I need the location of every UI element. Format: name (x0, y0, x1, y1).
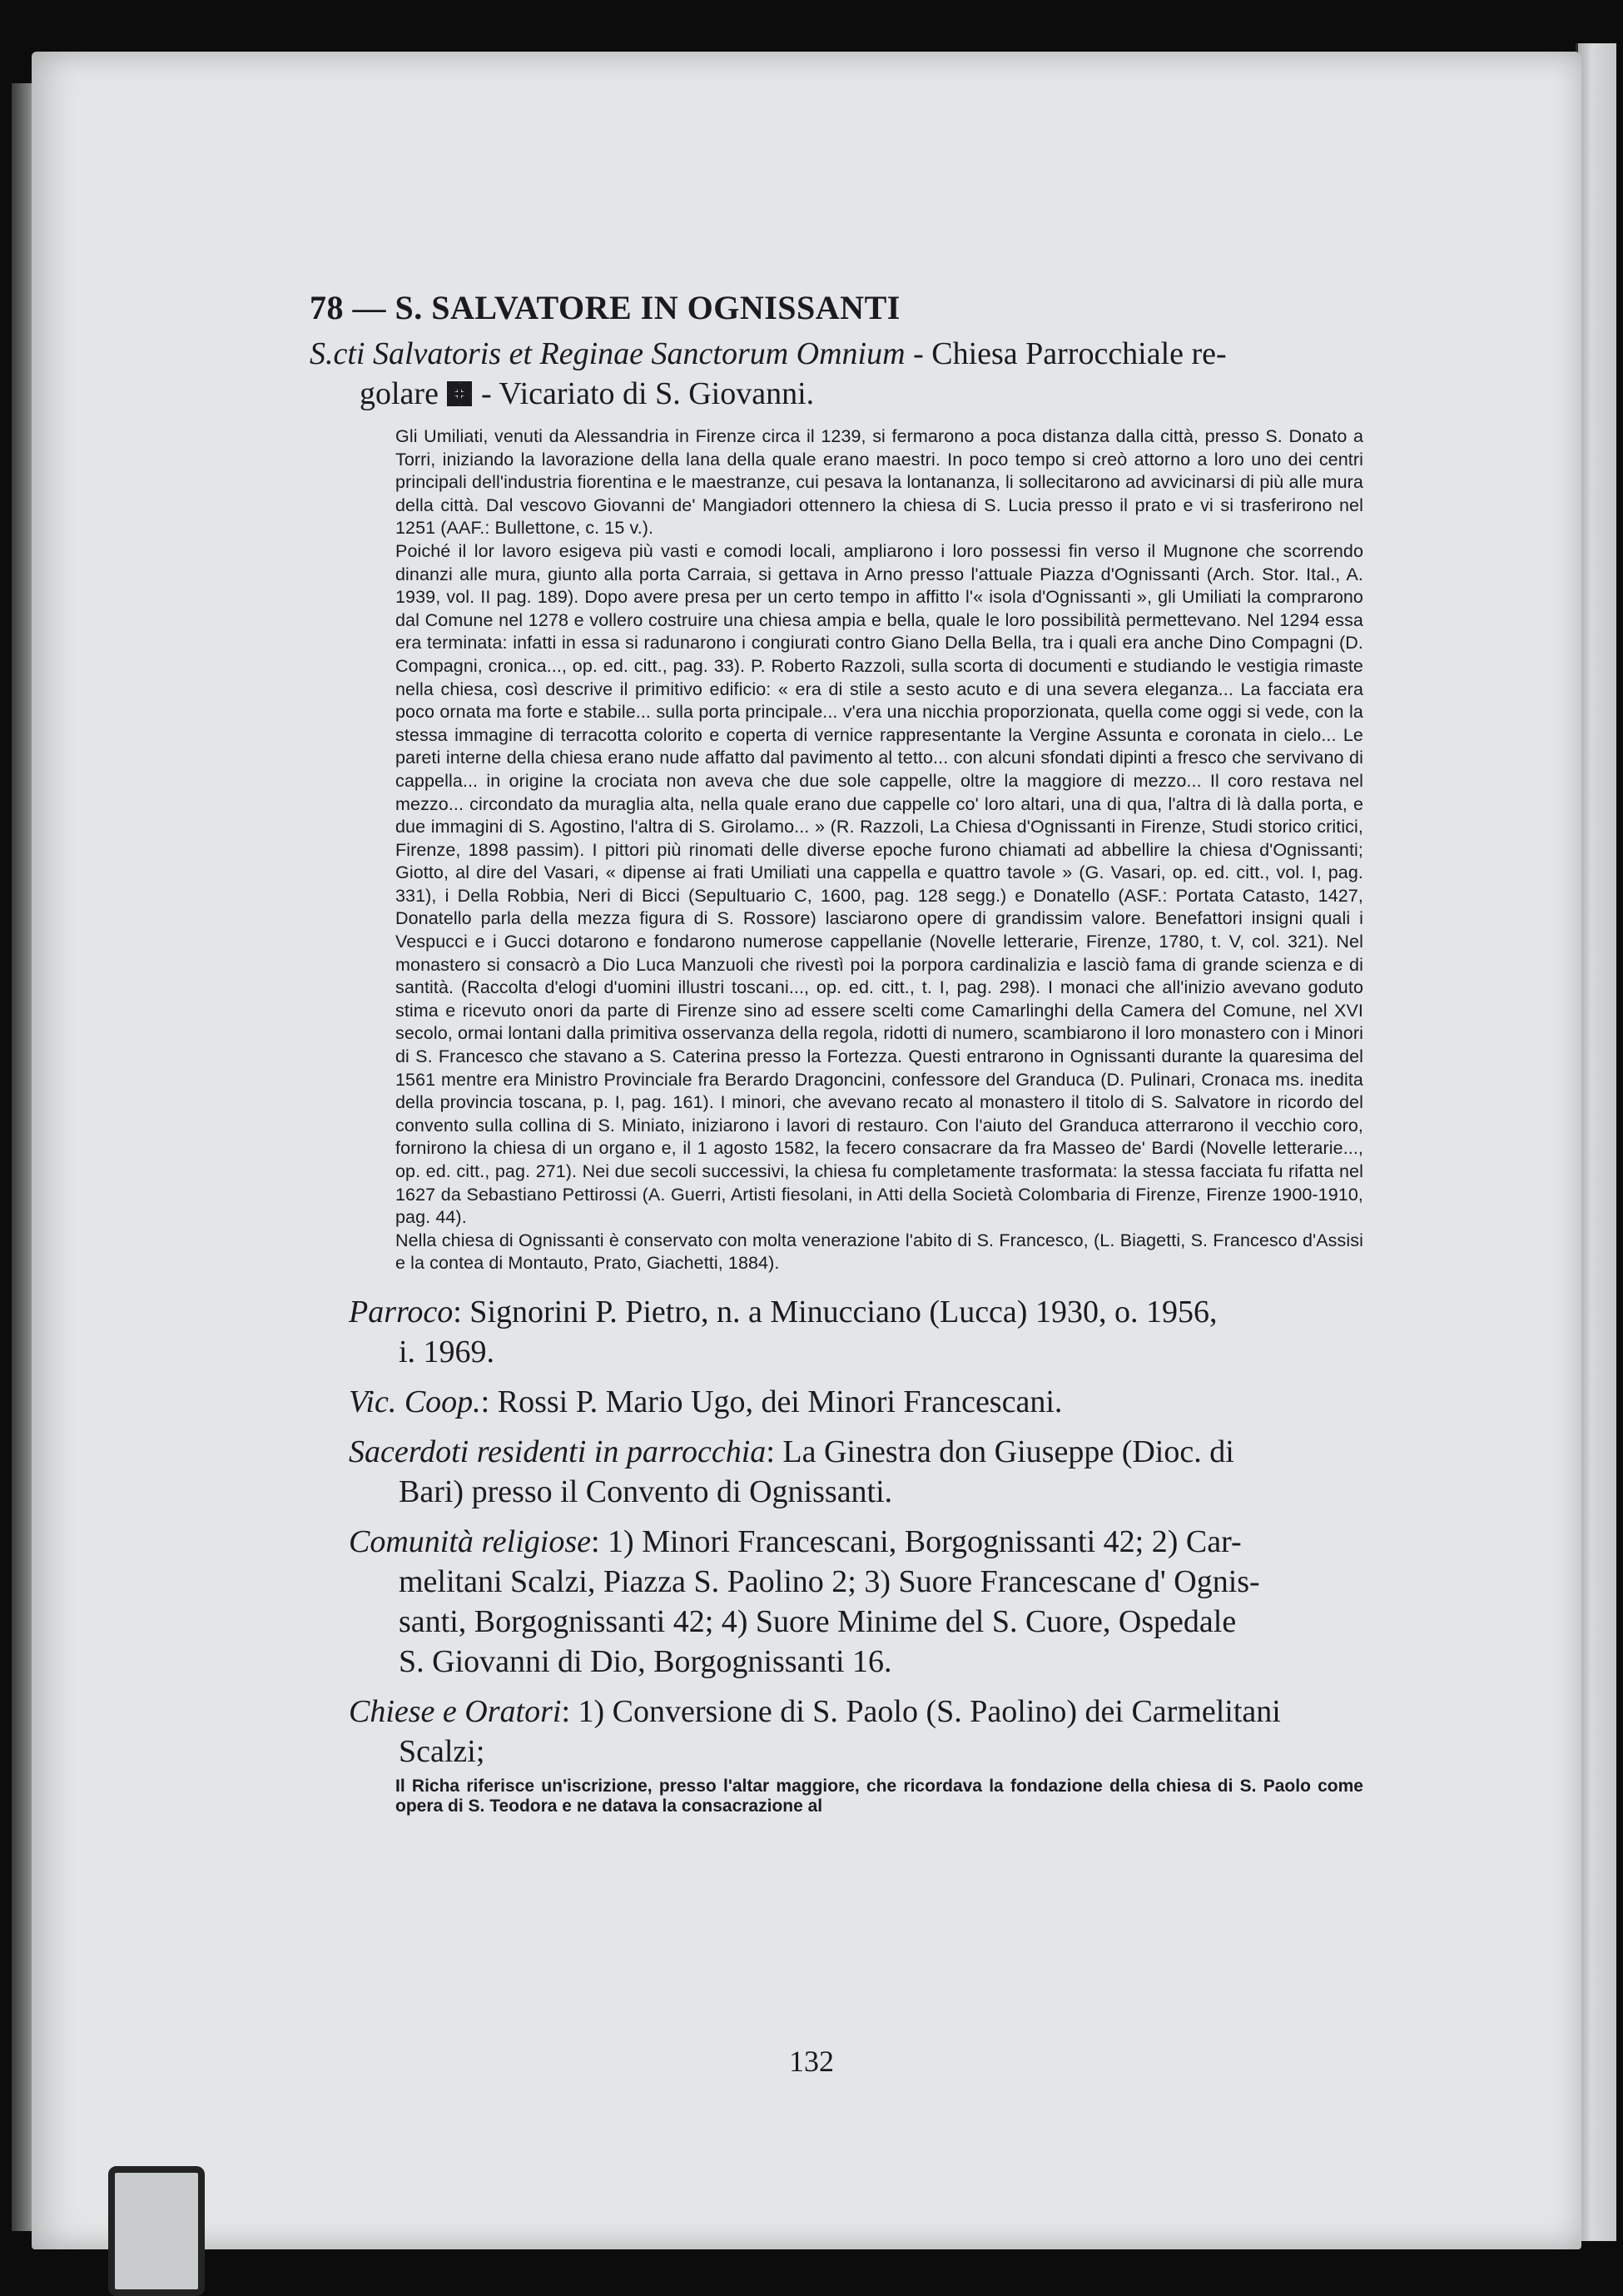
entry-parroco (349, 1292, 1364, 1372)
history-paragraph-3: Nella chiesa di Ognissanti è conservato con molta venerazione l'abito di S. Francesco, (L. Biagetti, S. Francesco d'Assisi e la contea di Montauto, Prato, Giachetti, 1884). (395, 1230, 1363, 1274)
history-paragraph-2: Poiché il lor lavoro esigeva più vasti e comodi locali, ampliarono i loro possessi fin verso il Mugnone che scorrendo dinanzi alle mura, giunto alla porta Carraia, si gettava in Arno presso l'attuale Piazza d'Ognissanti (Arch. Stor. Ital., A. 1939, vol. II pag. 189). Dopo avere presa per un certo tempo in affitto l'« isola d'Ognissanti », gli Umiliati la comprarono dal Comune nel 1278 e vollero costruire una chiesa ampia e bella, quale le loro possibilità permettevano. Nel 1294 essa era terminata: infatti in essa si radunarono i congiurati contro Giano Della Bella, tra i quali era anche Dino Compagni (D. Compagni, cronica..., op. ed. citt., pag. 33). P. Roberto Razzoli, sulla scorta di documenti e studiando le vestigia rimaste nella chiesa, così descrive il primitivo edificio: « era di stile a sesto acuto e di una severa eleganza... La facciata era poco ornata ma forte e stabile... sulla porta principale... v'era una nicchia proporzionata, quella come oggi si vede, con la stessa immagine di terracotta colorito e coperta di vernice rappresentante la Vergine Assunta e coronata in cielo... Le pareti interne della chiesa erano nude affatto dal pavimento al tetto... con alcuni sfondati dipinti a fresco che servivano di cappella... in origine la crociata non aveva che due sole cappelle, oltre la maggiore di mezzo... Il coro restava nel mezzo... circondato da muraglia alta, nella quale erano due cappelle co' loro altari, una di qua, l'altra di là dalla porta, e due immagini di S. Agostino, l'altra di S. Girolamo... » (R. Razzoli, La Chiesa d'Ognissanti in Firenze, Studi storico critici, Firenze, 1898 passim). I pittori più rinomati delle diverse epoche furono chiamati ad abbellire la chiesa d'Ognissanti; Giotto, al dire del Vasari, « dipense ai frati Umiliati una cappella e quattro tavole » (G. Vasari, op. ed. citt., vol. I, pag. 331), i Della Robbia, Neri di Bicci (Sepultuario C, 1600, pag. 128 segg.) e Donatello (ASF.: Portata Catasto, 1427, Donatello parla della mezza figura di S. Rossore) lasciarono opere di grandissim valore. Benefattori insigni quali i Vespucci e i Gucci dotarono e fondarono numerose cappellanie (Novelle letterarie, Firenze, 1780, t. V, col. 321). Nel monastero si consacrò a Dio Luca Manzuoli che rivestì poi la porpora cardinalizia e lasciò fama di grande scienza e di santità. (Raccolta d'elogi d'uomini illustri toscani..., op. ed. citt., t. I, pag. 298). I monaci che all'inizio avevano goduto stima e ricevuto onori da parte di Firenze sino ad essere scelti come Camarlinghi della Camera del Comune, nel XVI secolo, ormai lontani dalla primitiva osservanza della regola, ridotti di numero, scambiarono il loro monastero con i Minori di S. Francesco che stavano a S. Caterina presso la Fortezza. Questi entrarono in Ognissanti durante la quaresima del 1561 mentre era Ministro Provinciale fra Berardo Dragoncini, confessore del Granduca (D. Pulinari, Cronaca ms. inedita della provincia toscana, p. I, pag. 161). I minori, che avevano recato al monastero il titolo di S. Salvatore in ricordo del convento sulla collina di S. Miniato, iniziarono i lavori di restauro. Con l'aiuto del Granduca atterrarono il vecchio coro, fornirono la chiesa di un organo e, il 1 agosto 1582, la fecero consacrare da fra Masseo de' Bardi (Novelle letterarie..., op. ed. citt., pag. 271). Nei due secoli successivi, la chiesa fu completamente trasformata: la stessa facciata fu rifatta nel 1627 da Sebastiano Pettirossi (A. Guerri, Artisti fiesolani, in Atti della Società Colombaria di Firenze, Firenze 1900-1910, pag. 44). (395, 540, 1363, 1228)
comunita-line-4: S. Giovanni di Dio, Borgognissanti 16. (399, 1643, 892, 1679)
comunita-line-3: santi, Borgognissanti 42; 4) Suore Minime del S. Cuore, Ospedale (399, 1603, 1237, 1639)
chiese-line-1: : 1) Conversione di S. Paolo (S. Paolino) dei Carmelitani (561, 1693, 1281, 1729)
entry-sacerdoti (349, 1432, 1364, 1512)
history-paragraph-1: Gli Umiliati, venuti da Alessandria in Firenze circa il 1239, si fermarono a poca distanza dalla città, presso S. Donato a Torri, iniziando la lavorazione della lana della quale erano maestri. In poco tempo si creò attorno a loro uno dei centri principali dell'industria fiorentina e le maestranze, cui pesava la lontananza, li sollecitarono ad avvicinarsi di più alle mura della città. Dal vescovo Giovanni de' Mangiadori ottennero la chiesa di S. Lucia presso il prato e vi si trasferirono nel 1251 (AAF.: Bullettone, c. 15 v.). (395, 426, 1363, 539)
entry-comunita (349, 1522, 1364, 1682)
comunita-line-1: : 1) Minori Francescani, Borgognissanti 42; 2) Car- (590, 1523, 1242, 1559)
chiese-label: Chiese e Oratori (349, 1693, 562, 1729)
parroco-line-2: i. 1969. (399, 1334, 495, 1369)
subtitle-golare: golare (360, 376, 439, 411)
comunita-line-2: melitani Scalzi, Piazza S. Paolino 2; 3) Suore Francescane d' Ognis- (399, 1563, 1260, 1599)
sacerdoti-label: Sacerdoti residenti in parrocchia (349, 1434, 767, 1469)
subtitle-line-2 (310, 374, 1375, 414)
page-number: 132 (789, 2045, 834, 2078)
parroco-label: Parroco (349, 1294, 454, 1329)
parroco-line-1: : Signorini P. Pietro, n. a Minucciano (Lucca) 1930, o. 1956, (453, 1294, 1218, 1329)
binder-clip (108, 2166, 205, 2296)
sacerdoti-line-2: Bari) presso il Convento di Ognissanti. (399, 1474, 893, 1509)
sacerdoti-line-1: : La Ginestra don Giuseppe (Dioc. di (766, 1434, 1234, 1469)
history-text (395, 425, 1363, 1275)
entry-chiese (349, 1692, 1364, 1772)
entry-vic-coop (349, 1382, 1364, 1422)
latin-title: S.cti Salvatoris et Reginae Sanctorum Omnium (310, 336, 906, 371)
vicariato: - Vicariato di S. Giovanni. (473, 376, 815, 411)
entry-heading: 78 — S. SALVATORE IN OGNISSANTI (310, 289, 901, 326)
next-page-edge (1576, 43, 1616, 2241)
comunita-label: Comunità religiose (349, 1523, 591, 1559)
cross-icon (446, 380, 473, 407)
chiese-line-2: Scalzi; (399, 1733, 485, 1769)
church-subtitle (310, 334, 1375, 414)
vic-coop-label: Vic. Coop. (349, 1384, 481, 1419)
page-content (310, 288, 1375, 1816)
church-type: - Chiesa Parrocchiale re- (905, 336, 1227, 371)
richa-note: Il Richa riferisce un'iscrizione, presso l'altar maggiore, che ricordava la fondazione della chiesa di S. Paolo come opera di S. Teodora e ne datava la consacrazione al (395, 1776, 1363, 1816)
vic-coop-line-1: : Rossi P. Mario Ugo, dei Minori Francescani. (480, 1384, 1063, 1419)
